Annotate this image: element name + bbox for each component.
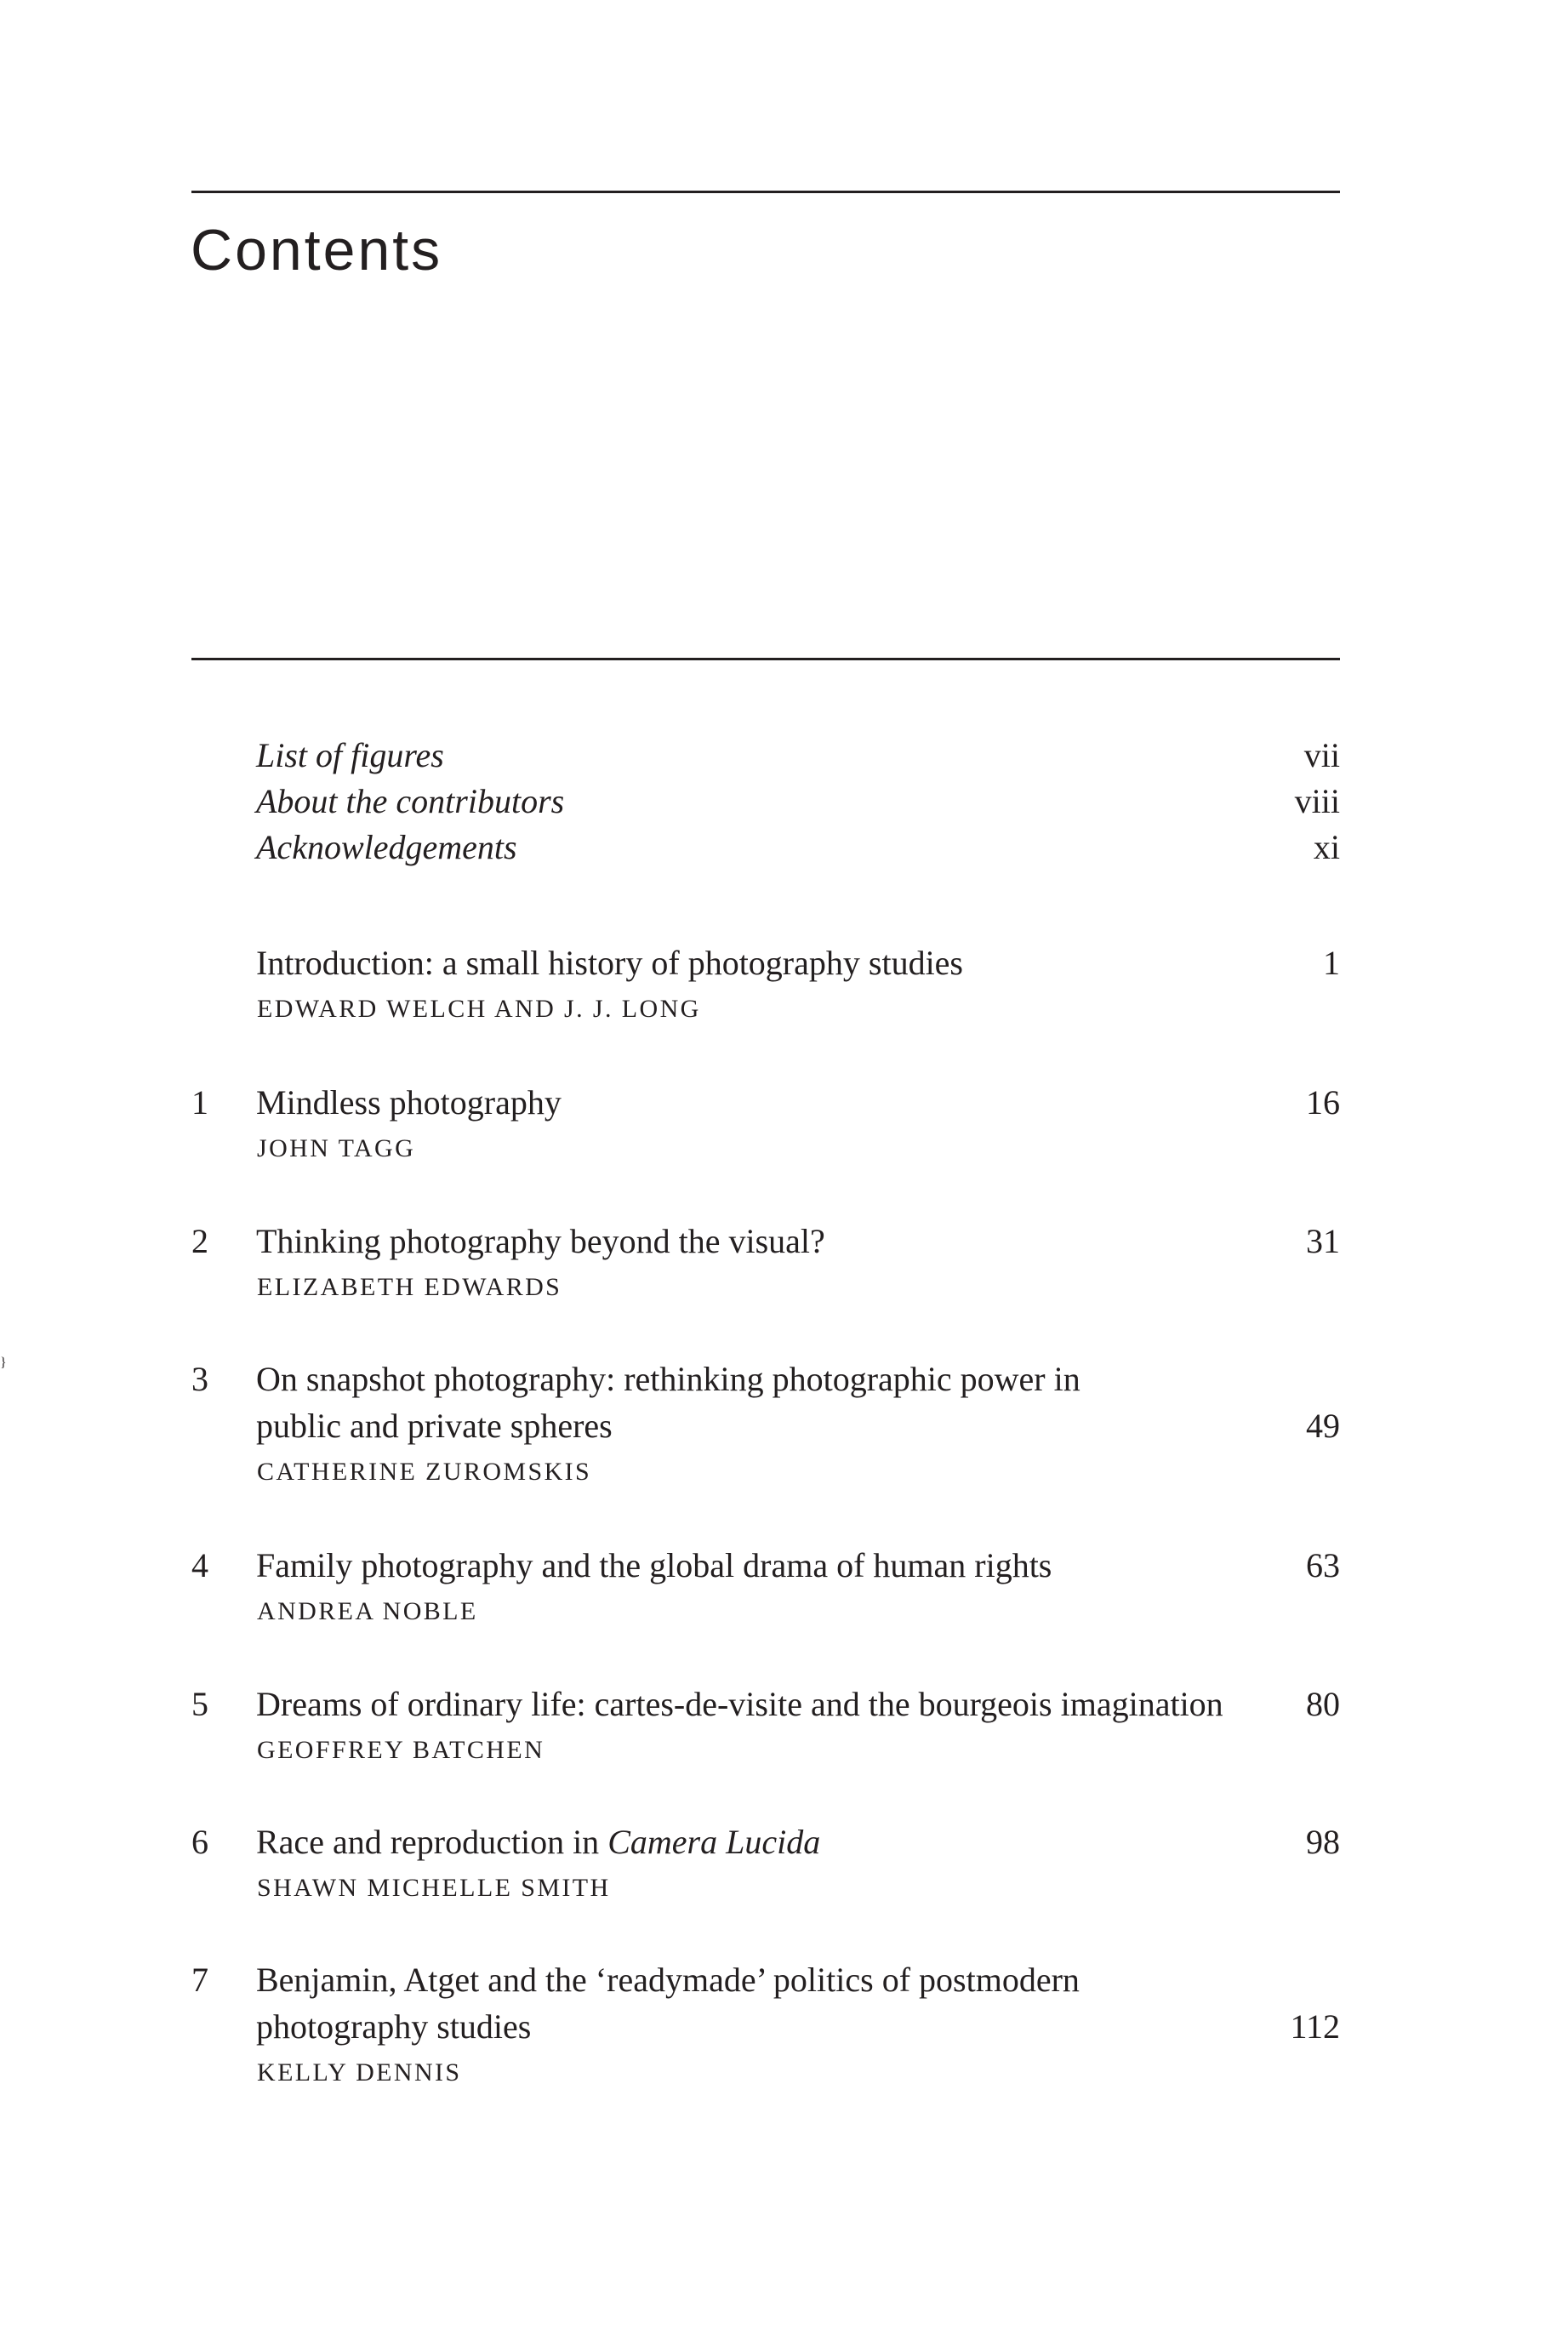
chapter-title: Family photography and the global drama of human rights (256, 1546, 1052, 1584)
prelim-page-number: vii (1303, 736, 1340, 774)
chapter-page-number: 112 (1290, 2007, 1340, 2046)
chapter-author: KELLY DENNIS (257, 2058, 462, 2087)
chapter-page-number: 31 (1306, 1222, 1340, 1260)
chapter-number: 1 (191, 1083, 208, 1122)
section-rule (191, 658, 1340, 660)
chapter-author: CATHERINE ZUROMSKIS (257, 1458, 592, 1486)
chapter-number: 6 (191, 1823, 208, 1861)
chapter-page-number: 16 (1306, 1083, 1340, 1122)
chapter-title: Dreams of ordinary life: cartes-de-visite and the bourgeois imagination (256, 1685, 1223, 1723)
chapter-number: 7 (191, 1961, 208, 1999)
chapter-title-line-2: photography studies (256, 2007, 532, 2046)
prelim-title: About the contributors (256, 782, 565, 820)
chapter-author: GEOFFREY BATCHEN (257, 1736, 545, 1764)
chapter-page-number: 1 (1323, 944, 1340, 982)
chapter-title (256, 1818, 1277, 1865)
chapter-author: ANDREA NOBLE (257, 1597, 478, 1625)
prelim-page-number: xi (1313, 828, 1340, 866)
chapter-title-line-1: On snapshot photography: rethinking photographic power in (256, 1360, 1080, 1398)
chapter-author: ELIZABETH EDWARDS (257, 1273, 562, 1301)
chapter-entry-3[interactable]: 3 On snapshot photography: rethinking photographic power in public and private spheres 49 CATHERINE ZUROMSKIS } (0, 1356, 1568, 1371)
prelim-title: Acknowledgements (256, 828, 517, 866)
chapter-page-number: 80 (1306, 1685, 1340, 1723)
chapter-author: SHAWN MICHELLE SMITH (257, 1874, 611, 1902)
chapter-title: Mindless photography (256, 1083, 562, 1122)
chapter-number: 2 (191, 1222, 208, 1260)
chapter-author: JOHN TAGG (257, 1134, 416, 1162)
chapter-author: EDWARD WELCH AND J. J. LONG (257, 995, 701, 1023)
chapter-title: Introduction: a small history of photography studies (256, 944, 963, 982)
chapter-title-line-2: public and private spheres (256, 1407, 613, 1445)
chapter-title-italic: Camera Lucida (607, 1823, 821, 1861)
chapter-number: 3 (191, 1360, 208, 1398)
chapter-page-number: 98 (1306, 1823, 1340, 1861)
chapter-number: 4 (191, 1546, 208, 1584)
chapter-title-line-1: Benjamin, Atget and the ‘readymade’ politics of postmodern (256, 1961, 1080, 1999)
prelim-title: List of figures (256, 736, 444, 774)
page-title: Contents (191, 218, 443, 283)
chapter-title-text: Race and reproduction in (256, 1823, 608, 1861)
chapter-number: 5 (191, 1685, 208, 1723)
chapter-title: Thinking photography beyond the visual? (256, 1222, 825, 1260)
top-rule (191, 191, 1340, 193)
prelim-page-number: viii (1294, 782, 1340, 820)
chapter-page-number: 63 (1306, 1546, 1340, 1584)
chapter-page-number: 49 (1306, 1407, 1340, 1445)
